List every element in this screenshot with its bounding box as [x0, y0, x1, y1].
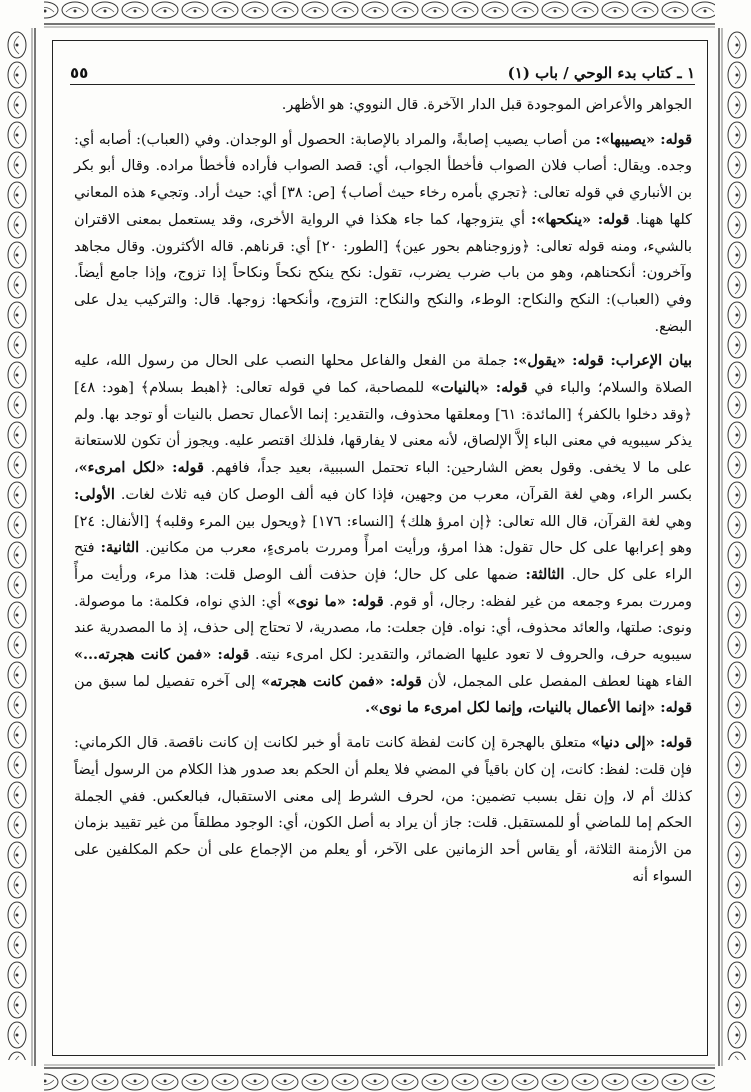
text-segment-bold: قوله: «ينكحها»: — [531, 210, 630, 228]
text-segment: متعلق بالهجرة إن كانت لفظة كانت تامة أو خبر لكانت إن كانت ناقصة. قال الكرماني: فإن قلت: لفظ: كانت، إن كان باقياً في المضي فلا يعلم أن الحكم بعد صدور هذا الكلام من الرسول أيضاً كذلك أم لا، وإن نقل بسبب تضمين: من، لحرف الشرط إلى معنى الاستقبال، فبالعكس. ففي الجملة الحكم إما للماضي أو للمستقبل. قلت: جاز أن يراد به أصل الكون، أي: الوجود مطلقاً من غير تقييد بزمان من الأزمنة الثلاثة، أو يقاس أحد الزمانين على الآخر، أو يعلم من الإجماع على أن حكم المكلفين على السواء أنه — [74, 735, 692, 885]
page-number: ٥٥ — [70, 64, 89, 82]
text-segment: وهي لغة القرآن، قال الله تعالى: ﴿إن امرؤ هلك﴾ [النساء: ١٧٦] ﴿ويحول بين المرء وقلبه﴾ [الأنفال: ٢٤] وهو إعرابها على كل حال تقول: هذا امرؤ، ورأيت امرأً ومررت بامرىءٍ، معرب من مكانين. — [74, 513, 692, 557]
text-segment: أي: الذي نواه، فكلمة: ما موصولة. ونوى: صلتها، والعائد محذوف، أي: نواه. فإن جعلت: ما، مصدرية، لا تحتاج إلى حذف، إذ ما المصدرية عند سيبويه حرف، والحروف لا تعود عليها الضمائر، والتقدير: لكل امرىء نيته. — [74, 593, 692, 664]
paragraph — [74, 92, 692, 119]
text-segment: للمصاحبة، كما في قوله تعالى: ﴿اهبط بسلام﴾ [هود: ٤٨] ﴿وقد دخلوا بالكفر﴾ [المائدة: ٦١] ومعلقها محذوف، والتقدير: إنما الأعمال تحصل بالنيات أو توجد بها. ولم يذكر سيبويه في معنى الباء إلاَّ الإلصاق، لأنه معنى لا يفارقها، فلذلك اقتصر عليه. ويجوز أن تكون للاستعانة على ما لا يخفى. وقول بعض الشارحين: الباء تحتمل السببية، بعيد جداً، فافهم. — [74, 380, 692, 477]
text-segment-bold: قوله: «إنما الأعمال بالنيات، وإنما لكل امرىء ما نوى». — [365, 699, 692, 717]
text-segment: فتح الراء على كل حال. — [74, 540, 692, 583]
ornamental-border-right — [715, 0, 751, 1092]
ornamental-border-bottom — [0, 1060, 751, 1092]
text-segment: الجواهر والأعراض الموجودة قبل الدار الآخرة. قال النووي: هو الأظهر. — [281, 97, 692, 113]
text-segment-bold: قوله: «ما نوى» — [286, 592, 384, 610]
text-segment: إلى آخره تفصيل لما سبق من — [74, 673, 262, 690]
text-segment-bold: قوله: «يصيبها»: — [595, 130, 692, 148]
text-segment-bold: قوله: «فمن كانت هجرته» — [261, 672, 422, 690]
text-segment-bold: الثالثة: — [525, 565, 565, 583]
text-segment-bold: الأولى: — [74, 485, 115, 503]
text-segment: ، بكسر الراء، وهي لغة القرآن، معرب من وجهين، فإذا كان فيه ألف الوصل كان فيه ثلاث لغات. — [74, 460, 692, 503]
text-segment: من أصاب يصيب إصابةً، والمراد بالإصابة: الحصول أو الوجدان. وفي (العباب): أصابه أي: وجده. ويقال: أصاب فلان الصواب فأخطأ الجواب، أي: قصد الصواب فأراده فأخطأ مراده. وقال أبو بكر بن الأنباري في قوله تعالى: ﴿تجري بأمره رخاء حيث أصاب﴾ [ص: ٣٨] أي: حيث أراد. وتجيء هذه المعاني كلها ههنا. — [74, 131, 692, 228]
text-segment: الفاء ههنا لعطف المفصل على المجمل، لأن — [421, 673, 692, 690]
text-segment: ضمها على كل حال؛ فإن حذفت ألف الوصل قلت: هذا مرء، ورأيت مرأً ومررت بمرء وجمعه من غير لفظه: رجال، أو قوم. — [74, 566, 693, 610]
text-segment-bold: قوله: «فمن كانت هجرته...» — [74, 646, 250, 664]
ornamental-border-top — [0, 0, 751, 34]
commentary-text — [74, 92, 692, 890]
text-segment: أي يتزوجها، كما جاء هكذا في الرواية الأخرى، وقد يستعمل بمعنى الاقتران بالشيء، ومنه قوله تعالى: ﴿وزوجناهم بحور عين﴾ [الطور: ٢٠] أي: قرناهم. قاله الأكثرون. وقال مجاهد وآخرون: أنكحناهم، وهو من باب ضرب يضرب، تقول: نكح ينكح نكحاً ونكاحاً إذا تزوج، وإذا جامع أيضاً. وفي (العباب): النكح والنكاح: الوطء، والنكح والنكاح: التزوج، وأنكحها: زوجها. قال: والتركيب يدل على البضع. — [74, 211, 693, 335]
text-segment-bold: بيان الإعراب: قوله: «يقول»: — [513, 352, 693, 370]
header-divider — [70, 84, 695, 85]
paragraph — [74, 730, 692, 890]
paragraph — [74, 348, 692, 722]
ornamental-border-left — [0, 0, 44, 1092]
text-segment: جملة من الفعل والفاعل محلها النصب على الحال من رسول الله، عليه الصلاة والسلام؛ والباء في — [74, 353, 692, 397]
text-segment-bold: قوله: «بالنيات» — [431, 379, 528, 397]
text-segment-bold: قوله: «إلى دنيا» — [591, 734, 692, 752]
chapter-title: ١ ـ كتاب بدء الوحي / باب (١) — [507, 64, 695, 82]
text-segment-bold: الثانية: — [100, 539, 140, 557]
text-segment-bold: قوله: «لكل امرىء» — [78, 459, 204, 477]
paragraph — [74, 127, 692, 341]
page-header — [70, 52, 695, 82]
